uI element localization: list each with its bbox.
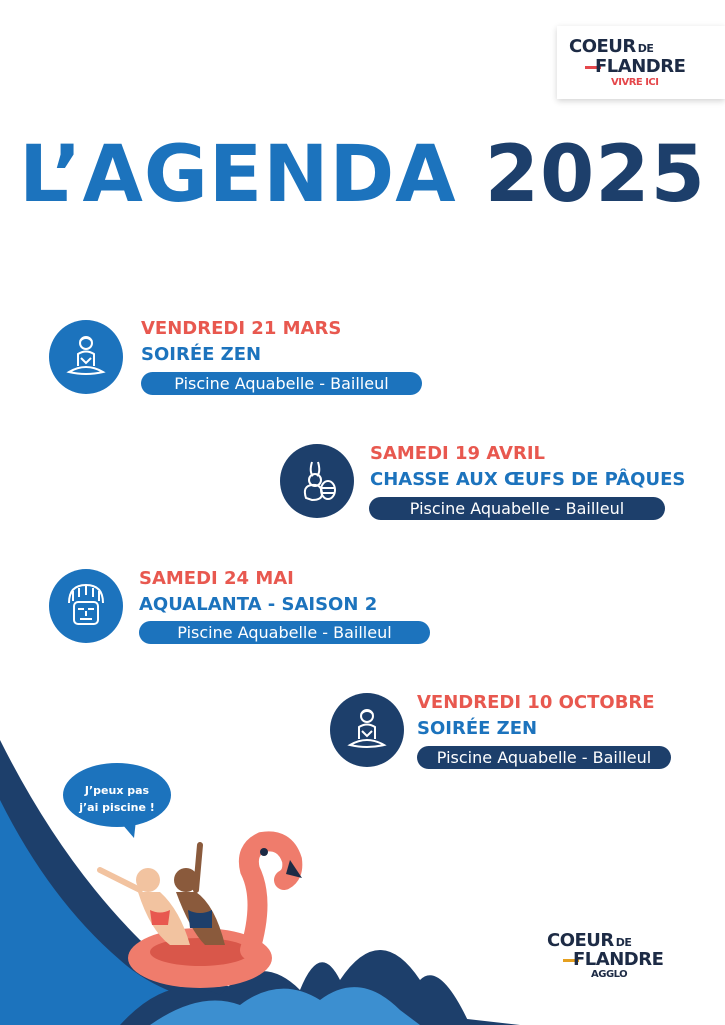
event-name: AQUALANTA - SAISON 2 (139, 594, 378, 615)
logo-line1-small: DE (615, 936, 632, 949)
logo-tagline: AGGLO (591, 969, 628, 980)
event-date: VENDREDI 21 MARS (141, 318, 342, 339)
event-location: Piscine Aquabelle - Bailleul (139, 621, 430, 644)
logo-line1: COEUR (547, 930, 614, 951)
meditation-icon (49, 320, 123, 394)
title-year: 2025 (484, 130, 706, 220)
event-name: CHASSE AUX ŒUFS DE PÂQUES (370, 469, 686, 490)
speech-bubble-text (62, 782, 172, 816)
coeur-de-flandre-logo (557, 26, 725, 99)
event-date: SAMEDI 19 AVRIL (370, 443, 545, 464)
logo-line1-small: DE (637, 42, 654, 55)
event-name: SOIRÉE ZEN (141, 344, 262, 365)
bubble-line1: J’peux pas (84, 784, 150, 797)
logo-line2: FLANDRE (573, 949, 664, 970)
event-date: VENDREDI 10 OCTOBRE (417, 692, 655, 713)
event-name: SOIRÉE ZEN (417, 718, 538, 739)
event-location: Piscine Aquabelle - Bailleul (141, 372, 422, 395)
title-agenda: L’AGENDA (19, 130, 457, 220)
logo-line1: COEUR (569, 36, 636, 57)
logo-line2: FLANDRE (595, 56, 686, 77)
event-date: SAMEDI 24 MAI (139, 568, 294, 589)
coeur-de-flandre-agglo-logo (545, 930, 685, 985)
logo-tagline: VIVRE ICI (611, 77, 659, 88)
event-location: Piscine Aquabelle - Bailleul (417, 746, 671, 769)
aztec-mask-icon (49, 569, 123, 643)
easter-bunny-icon (280, 444, 354, 518)
page-title (0, 130, 725, 220)
event-location: Piscine Aquabelle - Bailleul (369, 497, 665, 520)
bubble-line2: j’ai piscine ! (79, 801, 155, 814)
